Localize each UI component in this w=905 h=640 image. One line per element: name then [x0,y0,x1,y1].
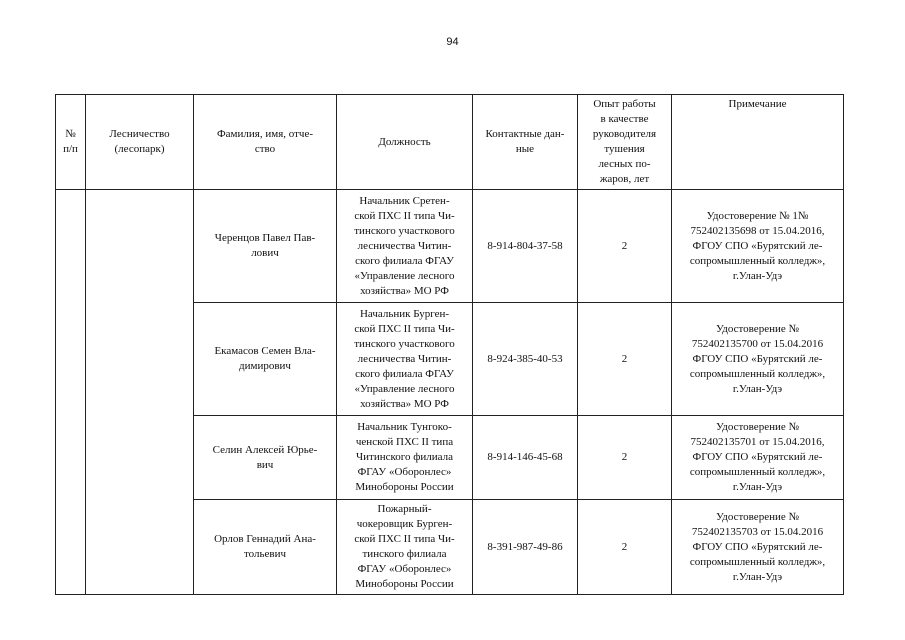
position-cell: Начальник Сретен- ской ПХС II типа Чи- тинского участкового лесничества Читин- ского филиала ФГАУ «Управление лесного хозяйства» МО РФ [337,190,473,303]
contacts-cell: 8-924-385-40-53 [473,303,578,416]
name-cell: Черенцов Павел Пав- лович [194,190,337,303]
name-cell: Екамасов Семен Вла- димирович [194,303,337,416]
note-cell: Удостоверение № 752402135703 от 15.04.2016 ФГОУ СПО «Бурятский ле- сопромышленный колледж», г.Улан-Удэ [672,500,844,595]
experience-cell: 2 [578,303,672,416]
contacts-cell: 8-914-804-37-58 [473,190,578,303]
experience-cell: 2 [578,500,672,595]
contacts-cell: 8-914-146-45-68 [473,416,578,500]
name-cell: Селин Алексей Юрье- вич [194,416,337,500]
table-row [56,190,844,303]
forestry-cell [86,190,194,595]
header-experience: Опыт работы в качестве руководителя тушения лесных по- жаров, лет [578,95,672,190]
personnel-table [55,94,844,595]
contacts-cell: 8-391-987-49-86 [473,500,578,595]
header-row [56,95,844,190]
page-number: 94 [446,36,459,48]
position-cell: Начальник Тунгоко- ченской ПХС II типа Читинского филиала ФГАУ «Оборонлес» Минобороны России [337,416,473,500]
note-cell: Удостоверение № 1№ 752402135698 от 15.04.2016, ФГОУ СПО «Бурятский ле- сопромышленный колледж», г.Улан-Удэ [672,190,844,303]
header-name: Фамилия, имя, отче- ство [194,95,337,190]
name-cell: Орлов Геннадий Ана- тольевич [194,500,337,595]
experience-cell: 2 [578,416,672,500]
header-position: Должность [337,95,473,190]
position-cell: Пожарный- чокеровщик Бурген- ской ПХС II типа Чи- тинского филиала ФГАУ «Оборонлес» Минобороны России [337,500,473,595]
note-cell: Удостоверение № 752402135701 от 15.04.2016, ФГОУ СПО «Бурятский ле- сопромышленный колледж», г.Улан-Удэ [672,416,844,500]
num-cell [56,190,86,595]
experience-cell: 2 [578,190,672,303]
position-cell: Начальник Бурген- ской ПХС II типа Чи- тинского участкового лесничества Читин- ского филиала ФГАУ «Управление лесного хозяйства» МО РФ [337,303,473,416]
note-cell: Удостоверение № 752402135700 от 15.04.2016 ФГОУ СПО «Бурятский ле- сопромышленный колледж», г.Улан-Удэ [672,303,844,416]
header-contacts: Контактные дан- ные [473,95,578,190]
header-forestry: Лесничество (лесопарк) [86,95,194,190]
header-num: № п/п [56,95,86,190]
header-note: Примечание [672,95,844,190]
